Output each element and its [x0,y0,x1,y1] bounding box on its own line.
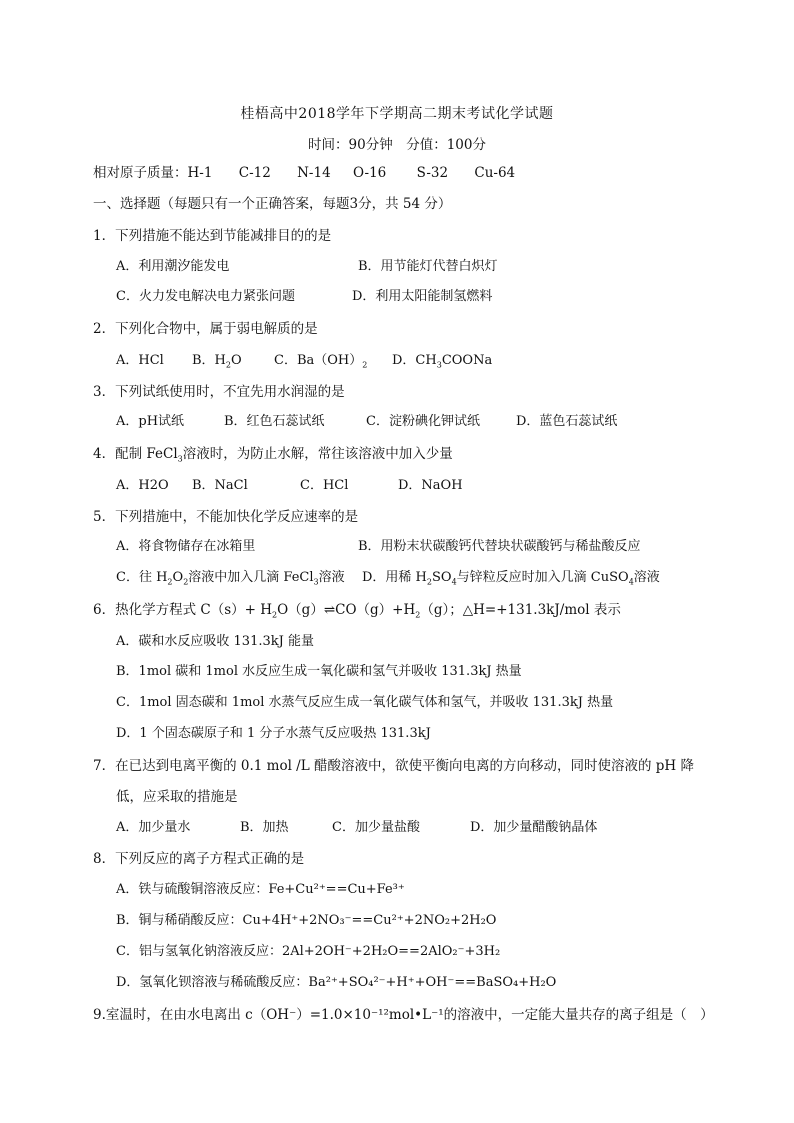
question-3-stem: 3．下列试纸使用时，不宜先用水润湿的是 [93,384,345,400]
question-2-option-c: C．$Ba(OH)_2$ [274,353,368,370]
question-6-option-b: B．1mol 碳和 1mol 水反应生成一氧化碳和氢气并吸收 131.3kJ 热量 [116,664,522,679]
question-1-option-b: B．用节能灯代替白炽灯 [358,259,498,274]
question-5-option-d: D．用稀 $H_2SO_4$与锌粒反应时加入几滴 CuSO$_4$溶液 [362,570,660,587]
question-7-option-b: B．加热 [240,820,289,835]
atomic-masses-label: 相对原子质量： [93,165,188,181]
question-6-stem: 6．热化学方程式 $C(s)+ H_2O(g)\rightleftharpoons CO(g)+H_2(g)$；△H=+131.3kJ/mol 表示 [93,602,621,620]
question-4-option-c: C．HCl [300,478,349,493]
question-7-option-d: D．加少量醋酸钠晶体 [470,820,598,835]
question-7-stem-line2: 低，应采取的措施是 [116,789,238,805]
question-2-stem: 2．下列化合物中，属于弱电解质的是 [93,321,318,337]
question-8-option-b: B．铜与稀硝酸反应：Cu+4H⁺+2NO₃⁻==Cu²⁺+2NO₂+2H₂O [116,913,497,928]
atomic-mass-c: C-12 [238,165,271,181]
question-2-option-d: D．$CH_3COONa$ [392,353,493,370]
question-1-stem: 1．下列措施不能达到节能减排目的的是 [93,228,332,244]
question-1-option-c: C．火力发电解决电力紧张问题 [116,289,295,304]
atomic-masses [93,164,515,182]
question-6-option-c: C．1mol 固态碳和 1mol 水蒸气反应生成一氧化碳气体和氢气，并吸收 131.3kJ 热量 [116,695,614,710]
question-8-stem: 8．下列反应的离子方程式正确的是 [93,851,305,867]
question-8-option-d: D．氢氧化钡溶液与稀硫酸反应：Ba²⁺+SO₄²⁻+H⁺+OH⁻==BaSO₄+H₂O [116,975,557,990]
question-3-option-b: B．红色石蕊试纸 [224,414,325,429]
question-6-option-d: D．1 个固态碳原子和 1 分子水蒸气反应吸热 131.3kJ [116,726,431,741]
question-5-stem: 5．下列措施中，不能加快化学反应速率的是 [93,509,359,525]
exam-subtitle: 时间：90分钟 分值：100分 [308,137,486,153]
atomic-mass-s: S-32 [416,165,449,181]
question-7-option-a: A．加少量水 [116,820,191,835]
question-1-option-d: D．利用太阳能制氢燃料 [352,289,493,304]
question-5-option-a: A．将食物储存在冰箱里 [116,539,256,554]
question-4-stem: 4．配制 FeCl$_3$溶液时，为防止水解，常往该溶液中加入少量 [93,446,453,464]
question-3-option-c: C．淀粉碘化钾试纸 [366,414,480,429]
question-4-option-b: B．NaCl [192,478,248,493]
section-heading: 一、选择题（每题只有一个正确答案，每题3分，共 54 分） [93,196,452,212]
question-5-option-c: C．往 $H_2O_2$溶液中加入几滴 FeCl$_3$溶液 [116,570,345,587]
question-4-option-d: D．NaOH [398,478,463,493]
atomic-mass-cu: Cu-64 [474,165,516,181]
question-3-option-d: D．蓝色石蕊试纸 [516,414,618,429]
question-4-option-a: A．H2O [116,478,169,493]
question-2-option-b: B．$H_2O$ [192,353,242,370]
exam-title: 桂梧高中2018学年下学期高二期末考试化学试题 [240,106,554,122]
question-8-option-c: C．铝与氢氧化钠溶液反应：2Al+2OH⁻+2H₂O==2AlO₂⁻+3H₂ [116,944,501,959]
question-9-stem: 9.室温时，在由水电离出 c（OH⁻）=1.0×10⁻¹²mol•L⁻¹的溶液中，一定能大量共存的离子组是（ ） [93,1007,714,1023]
question-1-option-a: A．利用潮汐能发电 [116,259,230,274]
question-7-option-c: C．加少量盐酸 [332,820,420,835]
atomic-mass-h: H-1 [187,165,213,181]
atomic-mass-o: O-16 [352,165,387,181]
atomic-mass-n: N-14 [297,165,331,181]
question-3-option-a: A．pH试纸 [116,414,185,429]
question-6-option-a: A．碳和水反应吸收 131.3kJ 能量 [116,634,314,649]
question-7-stem-line1: 7．在已达到电离平衡的 0.1 mol /L 醋酸溶液中，欲使平衡向电离的方向移动，同时使溶液的 pH 降 [93,758,694,774]
question-5-option-b: B．用粉末状碳酸钙代替块状碳酸钙与稀盐酸反应 [358,539,641,554]
question-2-option-a: A．HCl [116,353,164,368]
question-8-option-a: A．铁与硫酸铜溶液反应：Fe+Cu²⁺==Cu+Fe³⁺ [116,882,405,897]
